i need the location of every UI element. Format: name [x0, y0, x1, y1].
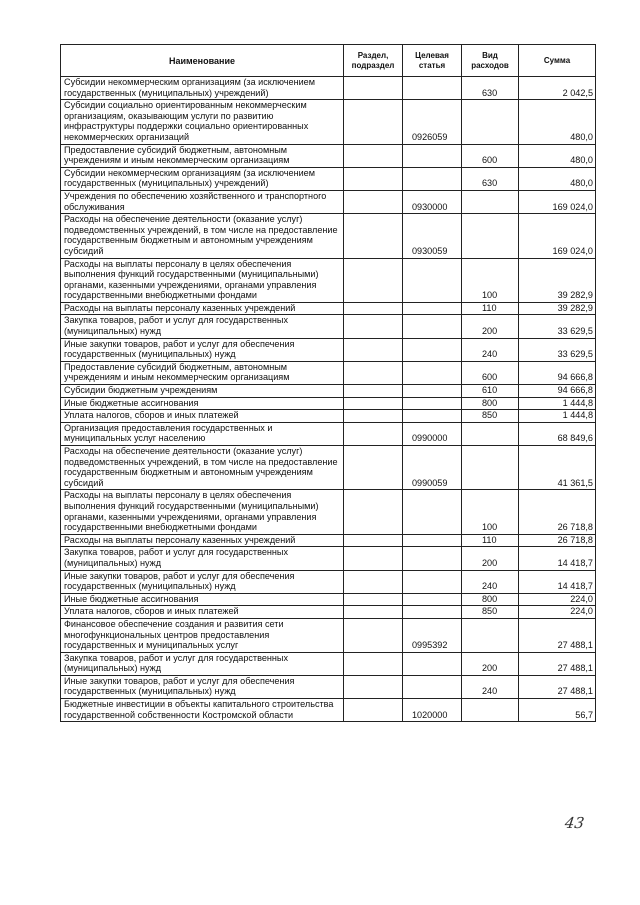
table-row: [61, 570, 596, 593]
row-section-cell: [344, 422, 403, 445]
table-row: [61, 593, 596, 606]
row-name-cell: Предоставление субсидий бюджетным, автономным учреждениям и иным некоммерческим организациям: [61, 144, 344, 167]
row-sum-cell: 14 418,7: [519, 547, 596, 570]
row-kind-cell: 800: [462, 593, 519, 606]
row-target-cell: [403, 606, 462, 619]
row-name-cell: Расходы на обеспечение деятельности (оказание услуг) подведомственных учреждений, в том числе на предоставление государственным бюджетным и автономным учреждениям субсидий: [61, 214, 344, 258]
row-kind-cell: 240: [462, 570, 519, 593]
row-name-cell: Расходы на выплаты персоналу в целях обеспечения выполнения функций государственными (муниципальными) органами, казенными учреждениями, органами управления государственными внебюджетными фондами: [61, 490, 344, 534]
row-name-cell: Иные бюджетные ассигнования: [61, 593, 344, 606]
table-row: [61, 190, 596, 213]
row-kind-cell: 850: [462, 606, 519, 619]
row-sum-cell: 224,0: [519, 593, 596, 606]
row-section-cell: [344, 361, 403, 384]
table-row: [61, 699, 596, 722]
row-sum-cell: 1 444,8: [519, 397, 596, 410]
table-row: [61, 144, 596, 167]
table-row: [61, 534, 596, 547]
row-target-cell: [403, 397, 462, 410]
row-name-cell: Расходы на обеспечение деятельности (оказание услуг) подведомственных учреждений, в том числе на предоставление государственным бюджетным и автономным учреждениям субсидий: [61, 446, 344, 490]
table-row: [61, 258, 596, 302]
row-target-cell: 1020000: [403, 699, 462, 722]
row-sum-cell: 41 361,5: [519, 446, 596, 490]
row-name-cell: Субсидии социально ориентированным некоммерческим организациям, оказывающим услуги по развитию инфраструктуры поддержки социально ориентированных некоммерческих организаций: [61, 100, 344, 144]
row-sum-cell: 26 718,8: [519, 490, 596, 534]
row-target-cell: [403, 77, 462, 100]
row-kind-cell: 110: [462, 534, 519, 547]
row-name-cell: Закупка товаров, работ и услуг для государственных (муниципальных) нужд: [61, 315, 344, 338]
row-kind-cell: 200: [462, 315, 519, 338]
row-sum-cell: 169 024,0: [519, 190, 596, 213]
table-row: [61, 675, 596, 698]
row-sum-cell: 480,0: [519, 100, 596, 144]
row-section-cell: [344, 618, 403, 652]
row-kind-cell: 240: [462, 675, 519, 698]
row-kind-cell: 630: [462, 77, 519, 100]
row-kind-cell: [462, 100, 519, 144]
row-target-cell: [403, 338, 462, 361]
header-target: Целевая статья: [403, 45, 462, 77]
row-target-cell: [403, 490, 462, 534]
table-row: [61, 490, 596, 534]
row-section-cell: [344, 385, 403, 398]
row-target-cell: [403, 593, 462, 606]
row-sum-cell: 33 629,5: [519, 315, 596, 338]
row-sum-cell: 39 282,9: [519, 258, 596, 302]
row-name-cell: Расходы на выплаты персоналу в целях обеспечения выполнения функций государственными (муниципальными) органами, казенными учреждениями, органами управления государственными внебюджетными фондами: [61, 258, 344, 302]
row-kind-cell: 100: [462, 490, 519, 534]
row-kind-cell: 240: [462, 338, 519, 361]
row-kind-cell: [462, 618, 519, 652]
row-target-cell: 0930000: [403, 190, 462, 213]
row-name-cell: Иные закупки товаров, работ и услуг для обеспечения государственных (муниципальных) нужд: [61, 675, 344, 698]
row-section-cell: [344, 100, 403, 144]
header-section: Раздел, подраздел: [344, 45, 403, 77]
table-row: [61, 315, 596, 338]
row-target-cell: 0995392: [403, 618, 462, 652]
row-name-cell: Учреждения по обеспечению хозяйственного и транспортного обслуживания: [61, 190, 344, 213]
row-section-cell: [344, 77, 403, 100]
row-target-cell: [403, 652, 462, 675]
budget-table: [60, 44, 596, 722]
row-sum-cell: 27 488,1: [519, 652, 596, 675]
row-name-cell: Организация предоставления государственных и муниципальных услуг населению: [61, 422, 344, 445]
row-sum-cell: 39 282,9: [519, 302, 596, 315]
row-kind-cell: 600: [462, 144, 519, 167]
row-name-cell: Бюджетные инвестиции в объекты капитального строительства государственной собственности Костромской области: [61, 699, 344, 722]
row-sum-cell: 94 666,8: [519, 385, 596, 398]
row-section-cell: [344, 302, 403, 315]
row-name-cell: Субсидии некоммерческим организациям (за исключением государственных (муниципальных) учреждений): [61, 167, 344, 190]
row-section-cell: [344, 606, 403, 619]
row-section-cell: [344, 214, 403, 258]
row-name-cell: Закупка товаров, работ и услуг для государственных (муниципальных) нужд: [61, 547, 344, 570]
row-section-cell: [344, 258, 403, 302]
table-row: [61, 410, 596, 423]
row-section-cell: [344, 675, 403, 698]
row-kind-cell: 630: [462, 167, 519, 190]
row-kind-cell: 200: [462, 547, 519, 570]
table-row: [61, 100, 596, 144]
header-name: Наименование: [61, 45, 344, 77]
row-section-cell: [344, 315, 403, 338]
row-section-cell: [344, 534, 403, 547]
row-target-cell: [403, 315, 462, 338]
row-name-cell: Уплата налогов, сборов и иных платежей: [61, 606, 344, 619]
row-name-cell: Финансовое обеспечение создания и развития сети многофункциональных центров предоставления государственных и муниципальных услуг: [61, 618, 344, 652]
table-header-row: [61, 45, 596, 77]
row-kind-cell: 100: [462, 258, 519, 302]
table-row: [61, 397, 596, 410]
table-row: [61, 422, 596, 445]
row-sum-cell: 224,0: [519, 606, 596, 619]
row-target-cell: [403, 302, 462, 315]
row-name-cell: Иные закупки товаров, работ и услуг для обеспечения государственных (муниципальных) нужд: [61, 338, 344, 361]
row-sum-cell: 27 488,1: [519, 618, 596, 652]
row-target-cell: [403, 361, 462, 384]
row-kind-cell: [462, 699, 519, 722]
table-row: [61, 446, 596, 490]
row-sum-cell: 33 629,5: [519, 338, 596, 361]
table-row: [61, 385, 596, 398]
row-target-cell: 0926059: [403, 100, 462, 144]
row-kind-cell: 600: [462, 361, 519, 384]
row-sum-cell: 14 418,7: [519, 570, 596, 593]
row-name-cell: Уплата налогов, сборов и иных платежей: [61, 410, 344, 423]
row-kind-cell: 610: [462, 385, 519, 398]
row-sum-cell: 169 024,0: [519, 214, 596, 258]
row-section-cell: [344, 490, 403, 534]
row-section-cell: [344, 397, 403, 410]
row-kind-cell: [462, 446, 519, 490]
row-sum-cell: 480,0: [519, 167, 596, 190]
table-row: [61, 214, 596, 258]
row-target-cell: 0930059: [403, 214, 462, 258]
row-section-cell: [344, 570, 403, 593]
row-name-cell: Субсидии некоммерческим организациям (за исключением государственных (муниципальных) учреждений): [61, 77, 344, 100]
row-sum-cell: 56,7: [519, 699, 596, 722]
row-name-cell: Расходы на выплаты персоналу казенных учреждений: [61, 534, 344, 547]
row-sum-cell: 27 488,1: [519, 675, 596, 698]
row-section-cell: [344, 144, 403, 167]
row-name-cell: Субсидии бюджетным учреждениям: [61, 385, 344, 398]
row-kind-cell: 200: [462, 652, 519, 675]
row-kind-cell: 850: [462, 410, 519, 423]
row-kind-cell: 800: [462, 397, 519, 410]
row-section-cell: [344, 699, 403, 722]
page-number: 43: [563, 814, 586, 832]
row-section-cell: [344, 593, 403, 606]
row-sum-cell: 480,0: [519, 144, 596, 167]
row-target-cell: [403, 570, 462, 593]
row-name-cell: Иные закупки товаров, работ и услуг для обеспечения государственных (муниципальных) нужд: [61, 570, 344, 593]
header-kind: Вид расходов: [462, 45, 519, 77]
row-target-cell: [403, 410, 462, 423]
row-kind-cell: [462, 214, 519, 258]
row-sum-cell: 68 849,6: [519, 422, 596, 445]
row-sum-cell: 2 042,5: [519, 77, 596, 100]
row-section-cell: [344, 410, 403, 423]
row-section-cell: [344, 446, 403, 490]
row-section-cell: [344, 190, 403, 213]
row-target-cell: [403, 385, 462, 398]
row-target-cell: [403, 547, 462, 570]
table-row: [61, 547, 596, 570]
row-target-cell: [403, 675, 462, 698]
table-row: [61, 606, 596, 619]
table-row: [61, 77, 596, 100]
row-section-cell: [344, 167, 403, 190]
row-target-cell: 0990059: [403, 446, 462, 490]
table-body: [61, 77, 596, 722]
row-section-cell: [344, 338, 403, 361]
row-name-cell: Закупка товаров, работ и услуг для государственных (муниципальных) нужд: [61, 652, 344, 675]
row-sum-cell: 94 666,8: [519, 361, 596, 384]
row-name-cell: Предоставление субсидий бюджетным, автономным учреждениям и иным некоммерческим организациям: [61, 361, 344, 384]
row-section-cell: [344, 547, 403, 570]
row-sum-cell: 26 718,8: [519, 534, 596, 547]
row-kind-cell: [462, 190, 519, 213]
row-target-cell: [403, 144, 462, 167]
table-row: [61, 338, 596, 361]
row-sum-cell: 1 444,8: [519, 410, 596, 423]
row-target-cell: [403, 258, 462, 302]
table-row: [61, 618, 596, 652]
row-name-cell: Иные бюджетные ассигнования: [61, 397, 344, 410]
table-row: [61, 361, 596, 384]
row-target-cell: 0990000: [403, 422, 462, 445]
row-name-cell: Расходы на выплаты персоналу казенных учреждений: [61, 302, 344, 315]
row-kind-cell: [462, 422, 519, 445]
row-section-cell: [344, 652, 403, 675]
table-row: [61, 167, 596, 190]
table-row: [61, 302, 596, 315]
header-sum: Сумма: [519, 45, 596, 77]
row-target-cell: [403, 167, 462, 190]
budget-table-container: [60, 44, 595, 722]
table-row: [61, 652, 596, 675]
row-target-cell: [403, 534, 462, 547]
row-kind-cell: 110: [462, 302, 519, 315]
